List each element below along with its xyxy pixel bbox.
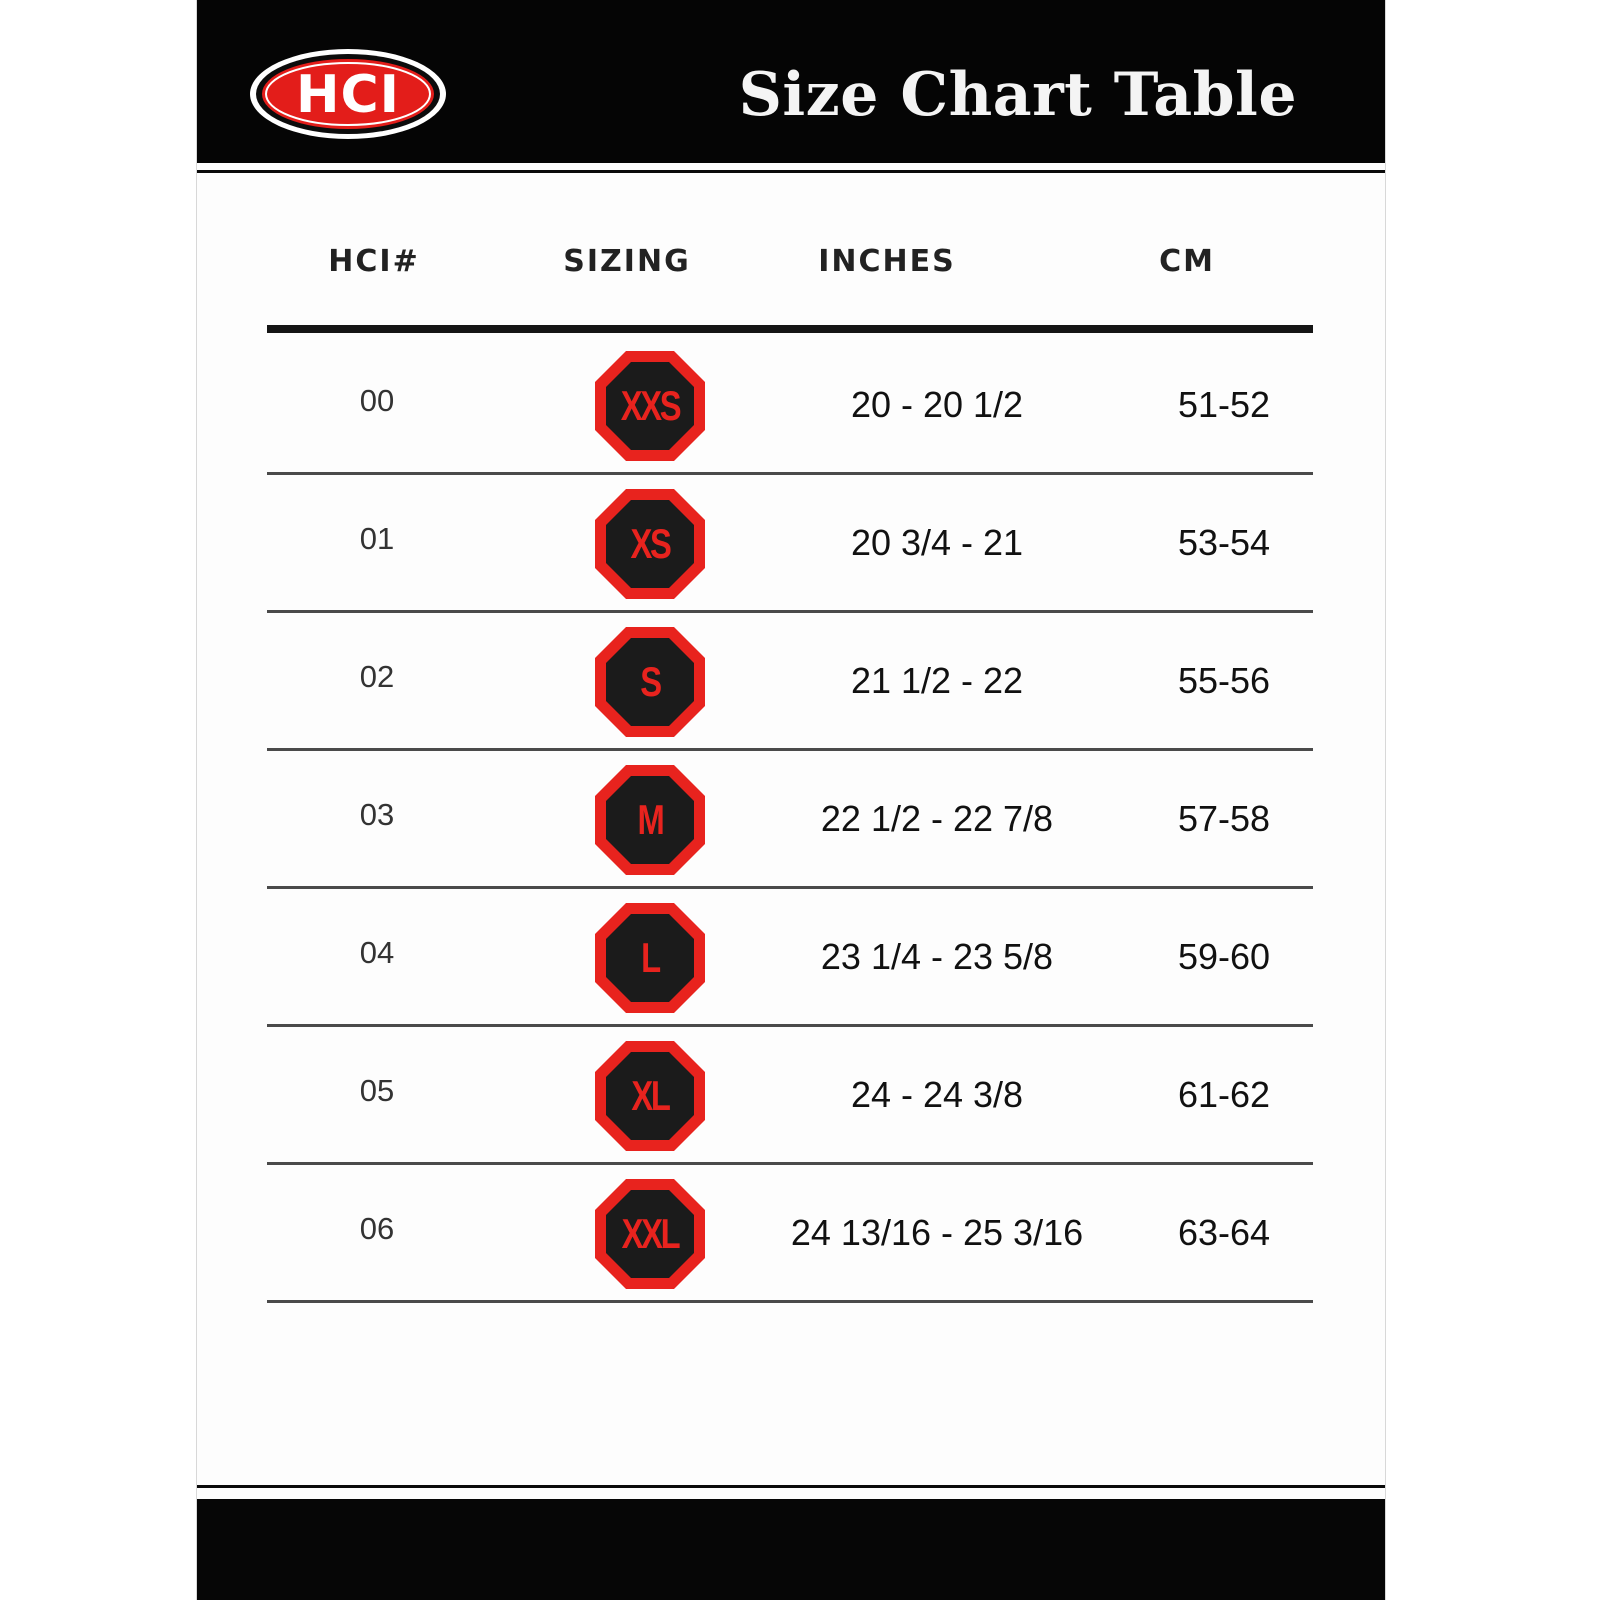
size-label: XS	[630, 520, 670, 567]
hci-number: 06	[359, 1211, 395, 1246]
inches-value: 24 - 24 3/8	[850, 1074, 1024, 1115]
table-row	[267, 475, 1313, 613]
header-bar	[197, 0, 1385, 163]
table-row	[267, 1165, 1313, 1303]
row-divider	[267, 1300, 1313, 1303]
size-label: M	[637, 796, 663, 843]
cm-value: 51-52	[1177, 384, 1271, 425]
inches-value: 22 1/2 - 22 7/8	[820, 798, 1054, 839]
inches-value: 24 13/16 - 25 3/16	[790, 1212, 1084, 1253]
octagon-badge-icon	[593, 1177, 707, 1291]
hci-number: 02	[359, 659, 395, 694]
size-label: XXS	[620, 382, 680, 429]
logo-text: HCI	[295, 65, 401, 125]
inches-value: 20 3/4 - 21	[850, 522, 1024, 563]
hci-number: 00	[359, 383, 395, 418]
octagon-badge-icon	[593, 901, 707, 1015]
size-label: XL	[631, 1072, 669, 1119]
size-label: L	[641, 934, 659, 981]
footer-divider	[197, 1485, 1385, 1499]
size-label: S	[640, 658, 660, 705]
cm-value: 61-62	[1177, 1074, 1271, 1115]
octagon-badge-icon	[593, 625, 707, 739]
octagon-badge-icon	[593, 487, 707, 601]
inches-value: 21 1/2 - 22	[850, 660, 1024, 701]
hci-number: 04	[359, 935, 395, 970]
octagon-badge-icon	[593, 349, 707, 463]
table-row	[267, 337, 1313, 475]
hci-number: 03	[359, 797, 395, 832]
hci-number: 01	[359, 521, 395, 556]
cm-value: 63-64	[1177, 1212, 1271, 1253]
col-header-hci: HCI#	[328, 244, 420, 279]
table-row	[267, 613, 1313, 751]
cm-value: 53-54	[1177, 522, 1271, 563]
table-row	[267, 889, 1313, 1027]
hci-number: 05	[359, 1073, 395, 1108]
inches-value: 20 - 20 1/2	[850, 384, 1024, 425]
hci-logo	[247, 46, 449, 142]
table-row	[267, 1027, 1313, 1165]
cm-value: 55-56	[1177, 660, 1271, 701]
inches-value: 23 1/4 - 23 5/8	[820, 936, 1054, 977]
size-label: XXL	[621, 1210, 679, 1257]
table-row	[267, 751, 1313, 889]
col-header-cm: CM	[1159, 244, 1215, 279]
page-title: Size Chart Table	[738, 60, 1297, 130]
size-chart-sheet	[196, 0, 1386, 1600]
col-header-inches: INCHES	[818, 244, 956, 279]
footer-bar	[197, 1499, 1385, 1600]
cm-value: 57-58	[1177, 798, 1271, 839]
col-header-sizing: SIZING	[563, 244, 691, 279]
header-divider	[197, 163, 1385, 173]
octagon-badge-icon	[593, 763, 707, 877]
header-underline	[267, 325, 1313, 333]
octagon-badge-icon	[593, 1039, 707, 1153]
cm-value: 59-60	[1177, 936, 1271, 977]
